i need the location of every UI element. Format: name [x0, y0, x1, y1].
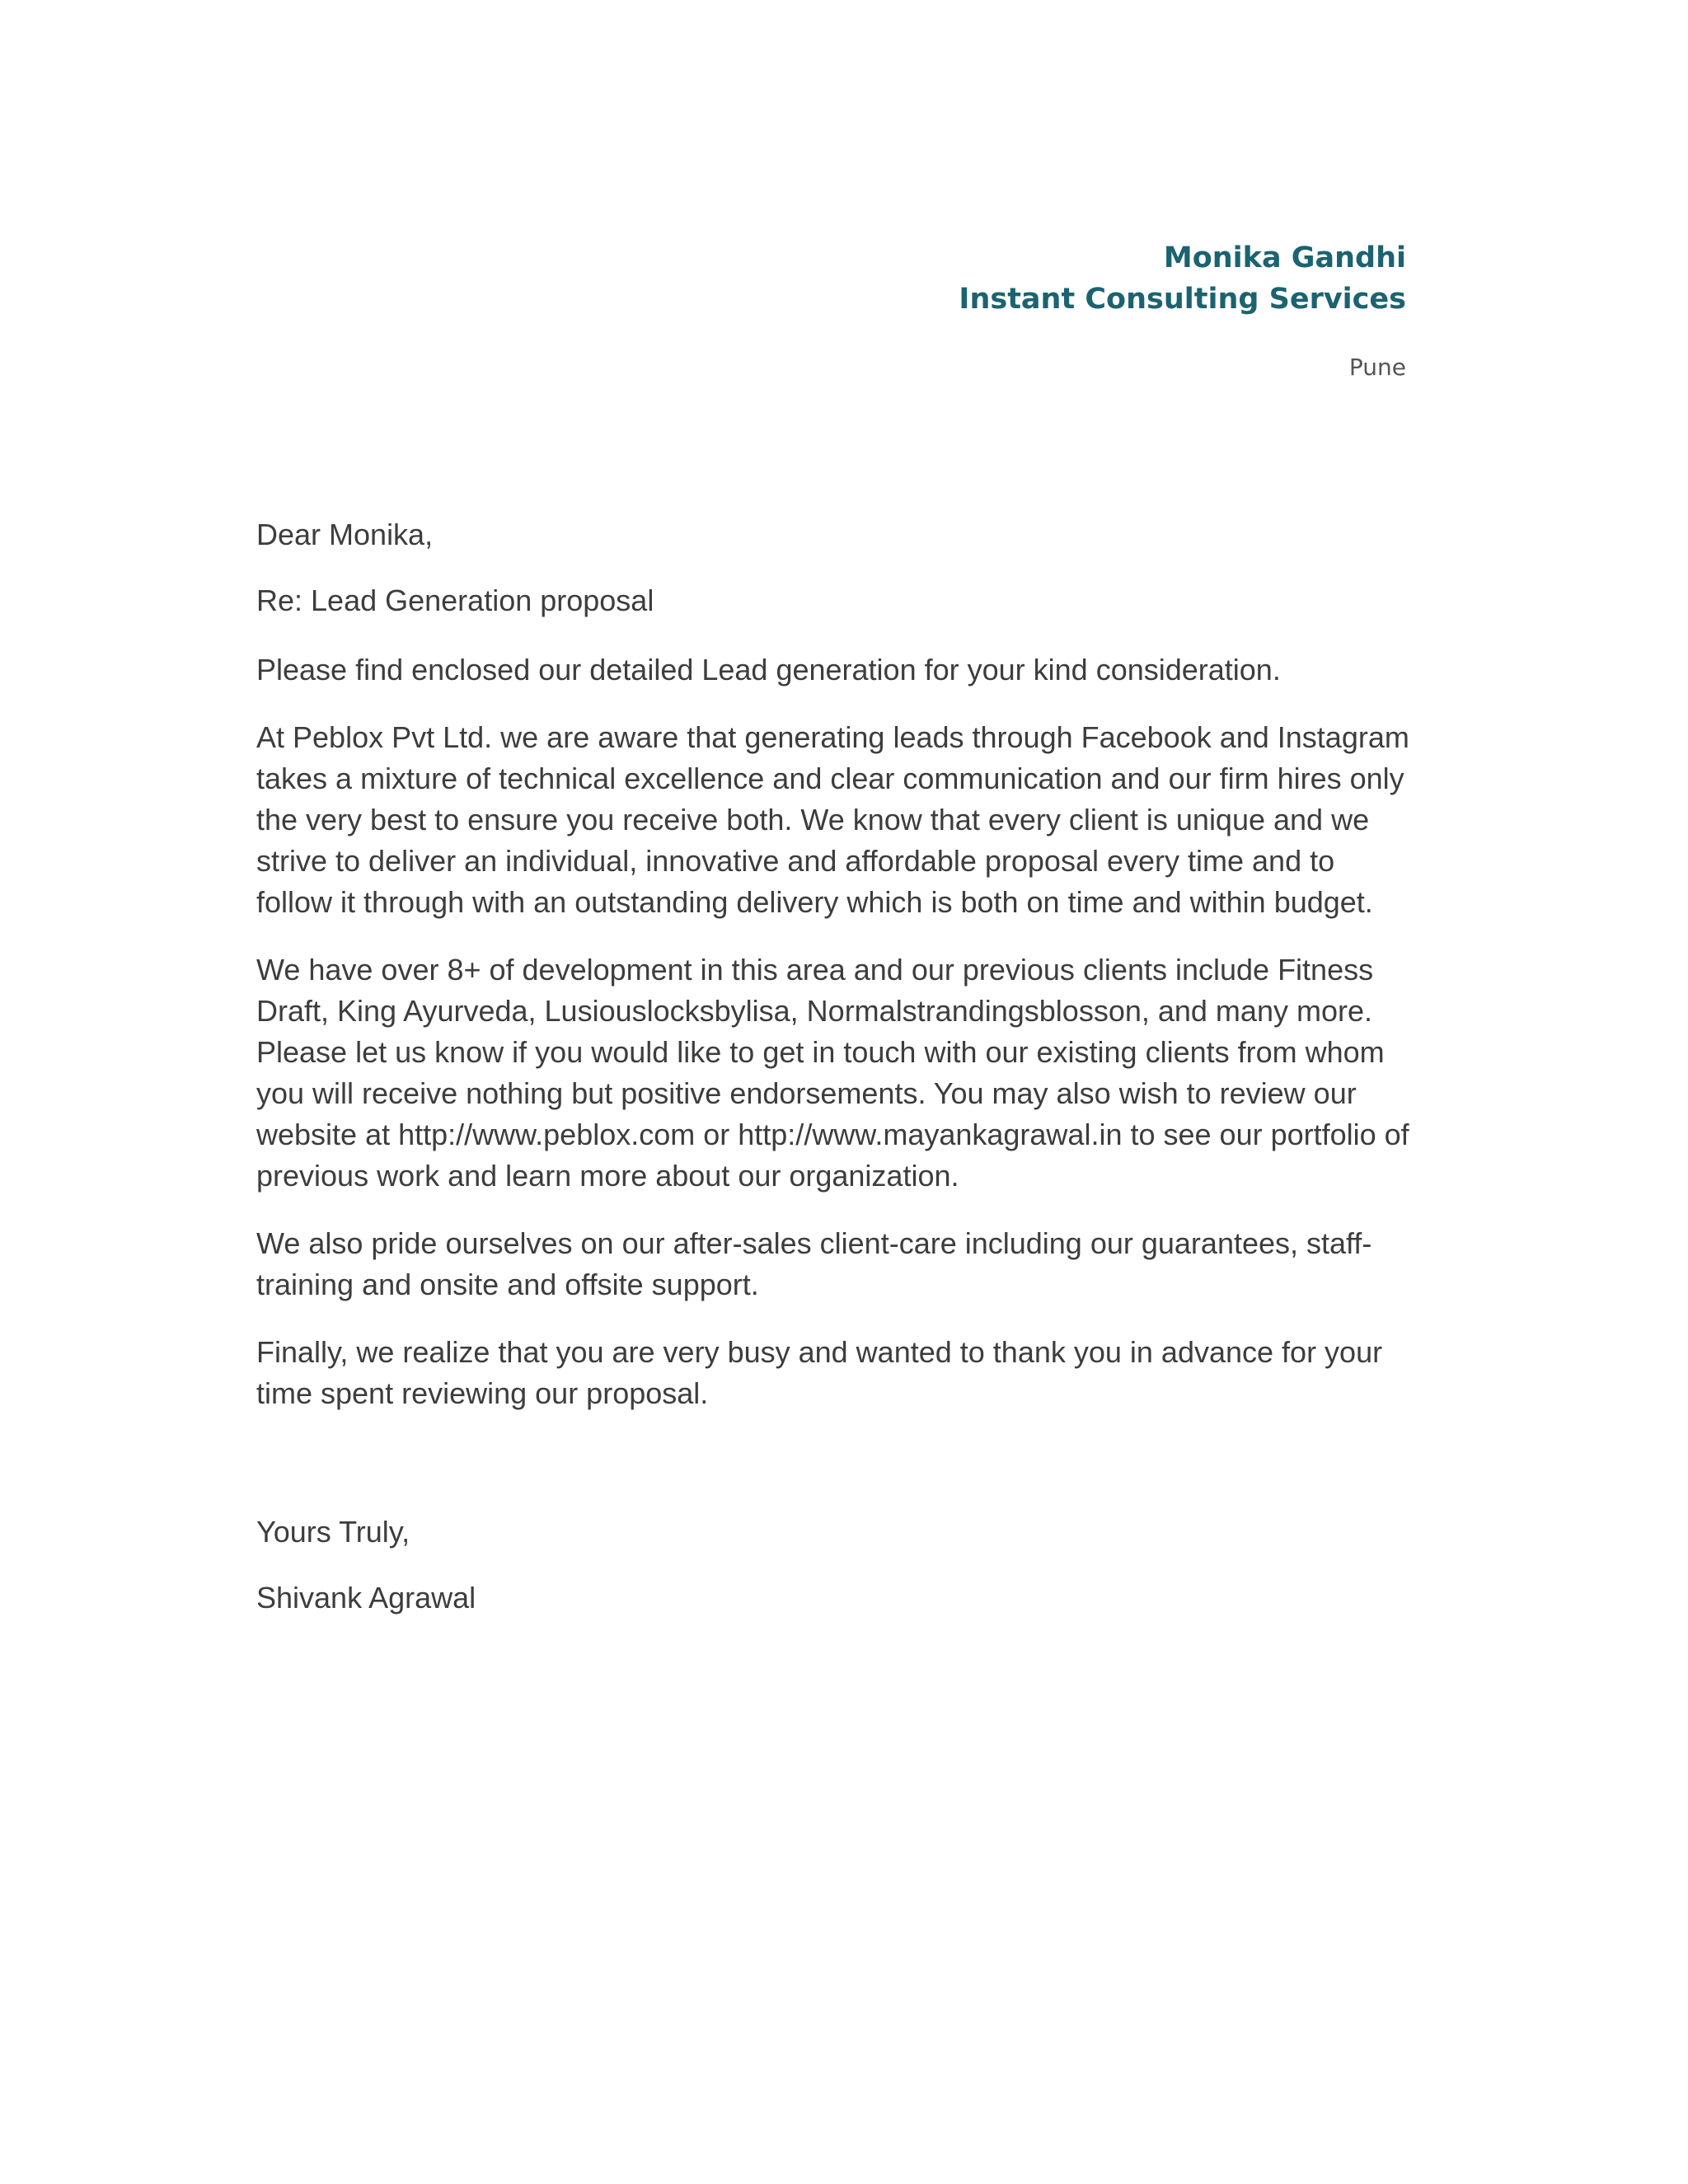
paragraph-after-sales: We also pride ourselves on our after-sales client-care including our guarantees, staff-training and onsite and offsite support.: [256, 1226, 1372, 1301]
letter-body: [256, 514, 1418, 1619]
recipient-city: Pune: [1348, 354, 1406, 381]
signature-name: Shivank Agrawal: [256, 1581, 476, 1615]
paragraph-experience: We have over 8+ of development in this area and our previous clients include Fitness Draft, King Ayurveda, Lusiouslocksbylisa, Normalstrandingsblosson, and many more. Please let us know if you would like to get in touch with our existing clients from whom you will receive nothing but positive endorsements. You may also wish to review our website at http://www.peblox.com or http://www.mayankagrawal.in to see our portfolio of previous work and learn more about our organization.: [256, 953, 1409, 1193]
salutation: Dear Monika,: [256, 518, 434, 551]
subject-line: Re: Lead Generation proposal: [256, 583, 654, 617]
paragraph-thanks: Finally, we realize that you are very busy and wanted to thank you in advance for your time spent reviewing our proposal.: [256, 1335, 1383, 1410]
closing-spacer: [256, 1441, 1418, 1511]
closing-line: Yours Truly,: [256, 1515, 410, 1549]
paragraph-enclosure: Please find enclosed our detailed Lead generation for your kind consideration.: [256, 653, 1281, 687]
recipient-company: Instant Consulting Services: [959, 283, 1406, 316]
paragraph-introduction: At Peblox Pvt Ltd. we are aware that generating leads through Facebook and Instagram takes a mixture of technical excellence and clear communication and our firm hires only the very best to ensure you receive both. We know that every client is unique and we strive to deliver an individual, innovative and affordable proposal every time and to follow it through with an outstanding delivery which is both on time and within budget.: [256, 720, 1409, 919]
recipient-name: Monika Gandhi: [1163, 241, 1406, 274]
recipient-block: [959, 237, 1406, 384]
